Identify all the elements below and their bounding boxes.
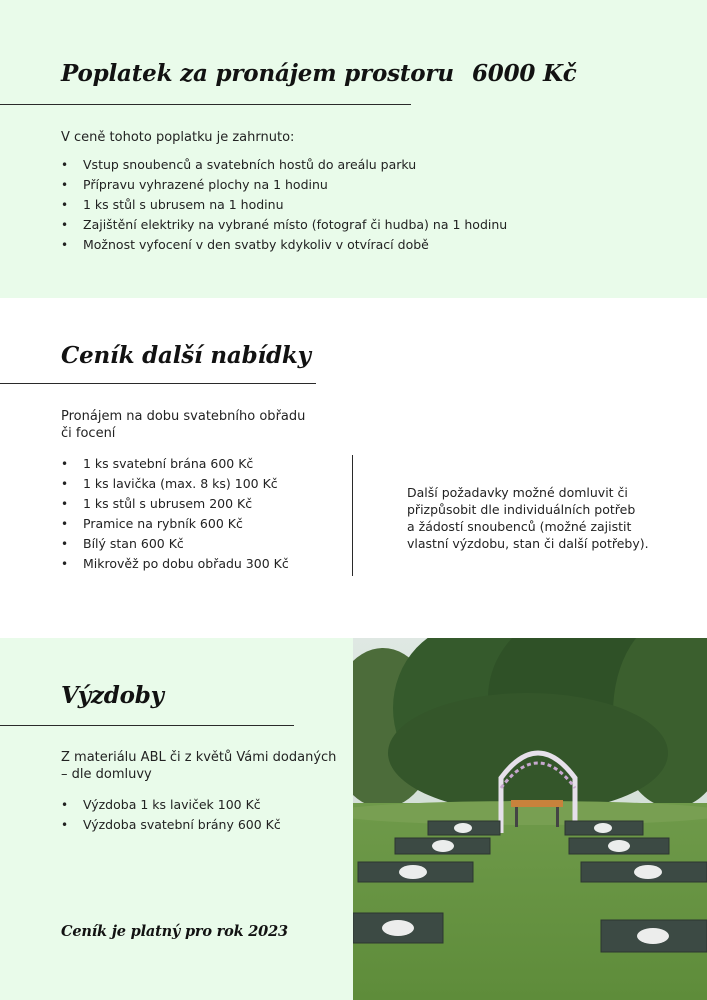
wedding-ceremony-photo-icon (353, 638, 707, 1000)
wedding-ceremony-photo (353, 638, 707, 1000)
offers-title-rule (0, 383, 316, 384)
list-item: • 1 ks lavička (max. 8 ks) 100 Kč (61, 474, 289, 494)
fee-intro: V ceně tohoto poplatku je zahrnuto: (61, 130, 295, 145)
fee-price: 6000 Kč (472, 60, 577, 87)
list-item: • Možnost vyfocení v den svatby kdykoliv v otvírací době (61, 235, 507, 255)
list-item: • Mikrověž po dobu obřadu 300 Kč (61, 554, 289, 574)
list-item: • Přípravu vyhrazené plochy na 1 hodinu (61, 175, 507, 195)
list-item: • 1 ks stůl s ubrusem 200 Kč (61, 494, 289, 514)
offers-title: Ceník další nabídky (61, 342, 311, 369)
decor-intro-line: – dle domluvy (61, 767, 152, 782)
offers-intro-line: Pronájem na dobu svatebního obřadu (61, 409, 306, 424)
fee-list (61, 155, 507, 255)
offers-intro (61, 408, 305, 442)
offers-note-line: Další požadavky možné domluvit či (407, 485, 628, 500)
list-item: • Vstup snoubenců a svatebních hostů do areálu parku (61, 155, 507, 175)
decor-intro (61, 749, 336, 783)
offers-note-line: přizpůsobit dle individuálních potřeb (407, 502, 636, 517)
list-item: • Výzdoba 1 ks laviček 100 Kč (61, 795, 281, 815)
offers-note (407, 484, 649, 552)
offers-intro-line: či focení (61, 426, 116, 441)
offers-list (61, 454, 289, 574)
fee-title: Poplatek za pronájem prostoru (61, 60, 454, 87)
offers-note-line: a žádostí snoubenců (možné zajistit (407, 519, 632, 534)
decor-list (61, 795, 281, 835)
decor-title-rule (0, 725, 294, 726)
decor-intro-line: Z materiálu ABL či z květů Vámi dodaných (61, 750, 337, 765)
list-item: • Zajištění elektriky na vybrané místo (fotograf či hudba) na 1 hodinu (61, 215, 507, 235)
fee-title-rule (0, 104, 411, 105)
validity-note: Ceník je platný pro rok 2023 (61, 923, 288, 940)
list-item: • Bílý stan 600 Kč (61, 534, 289, 554)
list-item: • Pramice na rybník 600 Kč (61, 514, 289, 534)
offers-note-line: vlastní výzdobu, stan či další potřeby). (407, 536, 649, 551)
list-item: • Výzdoba svatební brány 600 Kč (61, 815, 281, 835)
list-item: • 1 ks svatební brána 600 Kč (61, 454, 289, 474)
column-divider (352, 455, 353, 576)
list-item: • 1 ks stůl s ubrusem na 1 hodinu (61, 195, 507, 215)
decor-title: Výzdoby (61, 682, 164, 709)
